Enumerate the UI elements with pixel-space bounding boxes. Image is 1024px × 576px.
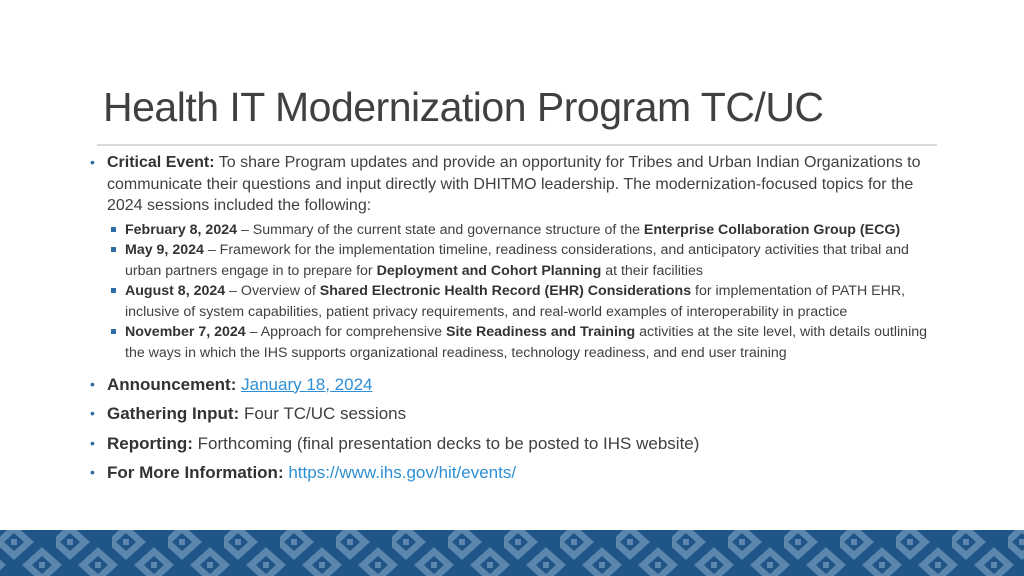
slide-body <box>90 152 940 488</box>
session-topic: Shared Electronic Health Record (EHR) Considerations <box>319 283 692 300</box>
bullet-more-info <box>90 458 940 488</box>
square-bullet-icon <box>111 227 116 232</box>
footer-pattern-band <box>0 530 1024 576</box>
slide-title: Health IT Modernization Program TC/UC <box>103 84 824 130</box>
more-info-label: For More Information: <box>107 463 284 483</box>
reporting-label: Reporting: <box>107 433 193 453</box>
bullet-gathering-input <box>90 399 940 429</box>
reporting-text: Forthcoming (final presentation decks to be posted to IHS website) <box>192 433 700 453</box>
diamond-pattern-icon <box>0 530 1024 576</box>
announcement-link[interactable]: January 18, 2024 <box>241 374 373 394</box>
session-text-post: for implementation of PATH EHR, inclusive of system capabilities, patient privacy requirements, and real-world examples of interoperability in practice <box>125 283 906 320</box>
more-info-link[interactable]: https://www.ihs.gov/hit/events/ <box>288 463 517 483</box>
session-date: August 8, 2024 <box>125 283 226 300</box>
session-topic: Deployment and Cohort Planning <box>376 262 602 279</box>
bullet-announcement <box>90 370 940 400</box>
session-date: May 9, 2024 <box>125 242 204 259</box>
bullet-dot-icon: • <box>90 154 95 170</box>
critical-event-text: To share Program updates and provide an opportunity for Tribes and Urban Indian Organizations to communicate their questions and input directly with DHITMO leadership. The modernization-focused topics for the 2024 sessions included the following: <box>107 154 921 214</box>
summary-bullets <box>90 370 940 488</box>
session-item <box>90 281 940 322</box>
session-topic: Enterprise Collaboration Group (ECG) <box>643 221 901 238</box>
announcement-label: Announcement: <box>107 374 237 394</box>
gathering-text: Four TC/UC sessions <box>239 404 407 424</box>
bullet-dot-icon: • <box>90 375 95 392</box>
session-item <box>90 322 940 363</box>
session-topic: Site Readiness and Training <box>446 324 636 341</box>
bullet-dot-icon: • <box>90 434 95 451</box>
session-text: – Summary of the current state and governance structure of the <box>237 221 644 238</box>
session-date: February 8, 2024 <box>125 221 237 238</box>
bullet-dot-icon: • <box>90 464 95 481</box>
session-list <box>90 220 940 364</box>
session-item <box>90 220 940 241</box>
square-bullet-icon <box>111 288 116 293</box>
session-text: – Overview of <box>225 283 320 300</box>
square-bullet-icon <box>111 329 116 334</box>
title-divider <box>97 144 937 146</box>
gathering-label: Gathering Input: <box>107 404 240 424</box>
critical-event-label: Critical Event: <box>107 154 215 171</box>
session-text: – Approach for comprehensive <box>245 324 446 341</box>
session-text: – Framework for the implementation timeline, readiness considerations, and anticipatory activities that tribal and urban partners engage in to prepare for <box>125 242 909 279</box>
session-text-post: activities at the site level, with details outlining the ways in which the IHS supports organizational readiness, technology readiness, and end user training <box>125 324 927 362</box>
bullet-dot-icon: • <box>90 405 95 422</box>
session-text-post: at their facilities <box>601 262 703 279</box>
session-item <box>90 240 940 281</box>
session-date: November 7, 2024 <box>125 324 246 341</box>
square-bullet-icon <box>111 247 116 252</box>
bullet-reporting <box>90 429 940 459</box>
bullet-critical-event <box>90 152 940 217</box>
